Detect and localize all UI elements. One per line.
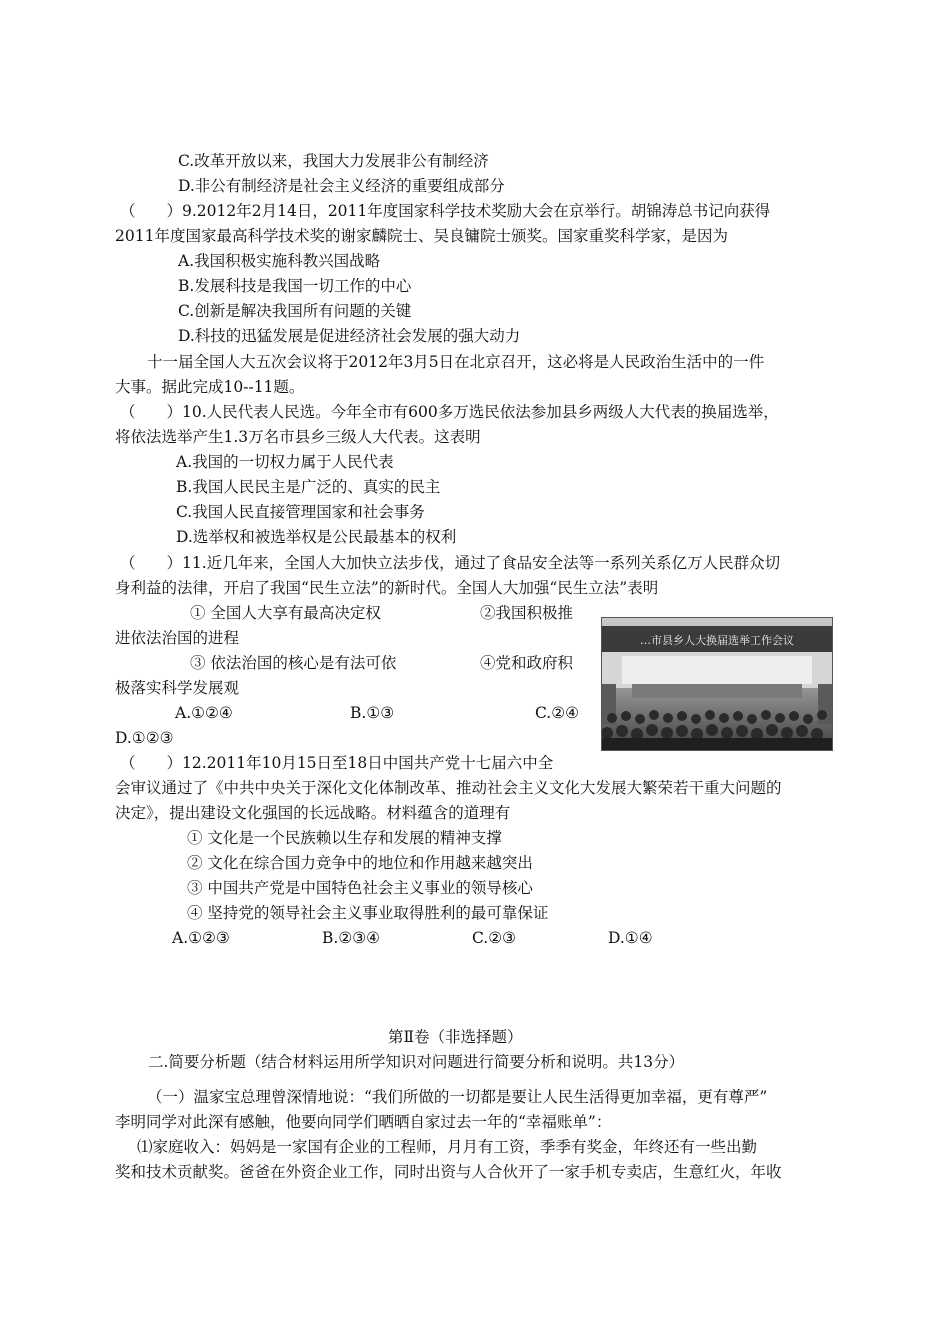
q8-option-d: D.非公有制经济是社会主义经济的重要组成部分: [178, 177, 505, 195]
q10-11-intro: 大事。据此完成10--11题。: [115, 378, 305, 396]
q12-option-b: B.②③④: [322, 929, 381, 947]
q9-option-a: A.我国积极实施科教兴国战略: [178, 252, 381, 270]
q12-stem: 会审议通过了《中共中央关于深化文化体制改革、推动社会主义文化大发展大繁荣若干重大问题的: [115, 779, 782, 797]
material-paragraph: （一）温家宝总理曾深情地说：“我们所做的一切都是要让人民生活得更加幸福，更有尊严”: [147, 1088, 768, 1106]
meeting-photo: [601, 617, 833, 751]
q9-option-b: B.发展科技是我国一切工作的中心: [178, 277, 412, 295]
q11-item-2-cont: 进依法治国的进程: [115, 629, 240, 647]
q10-option-d: D.选举权和被选举权是公民最基本的权利: [176, 528, 457, 546]
q11-item-4-cont: 极落实科学发展观: [115, 679, 240, 697]
q11-stem: 身利益的法律，开启了我国“民生立法”的新时代。全国人大加强“民生立法”表明: [115, 579, 659, 597]
q11-stem: （ ）11.近几年来，全国人大加快立法步伐，通过了食品安全法等一系列关系亿万人民群众切: [120, 554, 781, 572]
section-heading: 二.简要分析题（结合材料运用所学知识对问题进行简要分析和说明。共13分）: [148, 1053, 685, 1071]
q11-item-3: ③ 依法治国的核心是有法可依: [190, 654, 397, 672]
q10-option-b: B.我国人民民主是广泛的、真实的民主: [176, 478, 441, 496]
q11-option-c: C.②④: [535, 704, 580, 722]
q11-item-4: ④党和政府积: [480, 654, 574, 672]
q9-option-c: C.创新是解决我国所有问题的关键: [178, 302, 412, 320]
q10-option-a: A.我国的一切权力属于人民代表: [176, 453, 394, 471]
q12-option-d: D.①④: [608, 929, 653, 947]
q12-option-a: A.①②③: [172, 929, 230, 947]
q9-option-d: D.科技的迅猛发展是促进经济社会发展的强大动力: [178, 327, 521, 345]
q12-item-4: ④ 坚持党的领导社会主义事业取得胜利的最可靠保证: [187, 904, 549, 922]
q12-stem: 决定》，提出建设文化强国的长远战略。材料蕴含的道理有: [115, 804, 511, 822]
q9-stem: 2011年度国家最高科学技术奖的谢家麟院士、吴良镛院士颁奖。国家重奖科学家，是因为: [115, 227, 728, 245]
q12-stem: （ ）12.2011年10月15日至18日中国共产党十七届六中全: [120, 754, 554, 772]
part2-title: 第Ⅱ卷（非选择题）: [388, 1028, 523, 1046]
q11-item-2: ②我国积极推: [480, 604, 574, 622]
q10-option-c: C.我国人民直接管理国家和社会事务: [176, 503, 425, 521]
q11-item-1: ① 全国人大享有最高决定权: [190, 604, 381, 622]
q10-11-intro: 十一届全国人大五次会议将于2012年3月5日在北京召开，这必将是人民政治生活中的一件: [147, 353, 765, 371]
q12-item-1: ① 文化是一个民族赖以生存和发展的精神支撑: [187, 829, 502, 847]
photo-banner-text: …市县乡人大换届选举工作会议: [640, 634, 794, 647]
q11-option-d: D.①②③: [115, 729, 174, 747]
q10-stem: （ ）10.人民代表人民选。今年全市有600多万选民依法参加县乡两级人大代表的换届选举，: [120, 403, 779, 421]
q12-item-3: ③ 中国共产党是中国特色社会主义事业的领导核心: [187, 879, 533, 897]
q10-stem: 将依法选举产生1.3万名市县乡三级人大代表。这表明: [115, 428, 481, 446]
q11-option-a: A.①②④: [175, 704, 233, 722]
q12-item-2: ② 文化在综合国力竞争中的地位和作用越来越突出: [187, 854, 533, 872]
material-paragraph: ⑴家庭收入：妈妈是一家国有企业的工程师，月月有工资，季季有奖金，年终还有一些出勤: [137, 1138, 758, 1156]
material-paragraph: 奖和技术贡献奖。爸爸在外资企业工作，同时出资与人合伙开了一家手机专卖店，生意红火，年收: [115, 1163, 782, 1181]
material-paragraph: 李明同学对此深有感触，他要向同学们晒晒自家过去一年的“幸福账单”：: [115, 1113, 612, 1131]
q12-option-c: C.②③: [472, 929, 517, 947]
q8-option-c: C.改革开放以来，我国大力发展非公有制经济: [178, 152, 489, 170]
q11-option-b: B.①③: [350, 704, 395, 722]
q9-stem: （ ）9.2012年2月14日，2011年度国家科学技术奖励大会在京举行。胡锦涛总书记向获得: [120, 202, 771, 220]
